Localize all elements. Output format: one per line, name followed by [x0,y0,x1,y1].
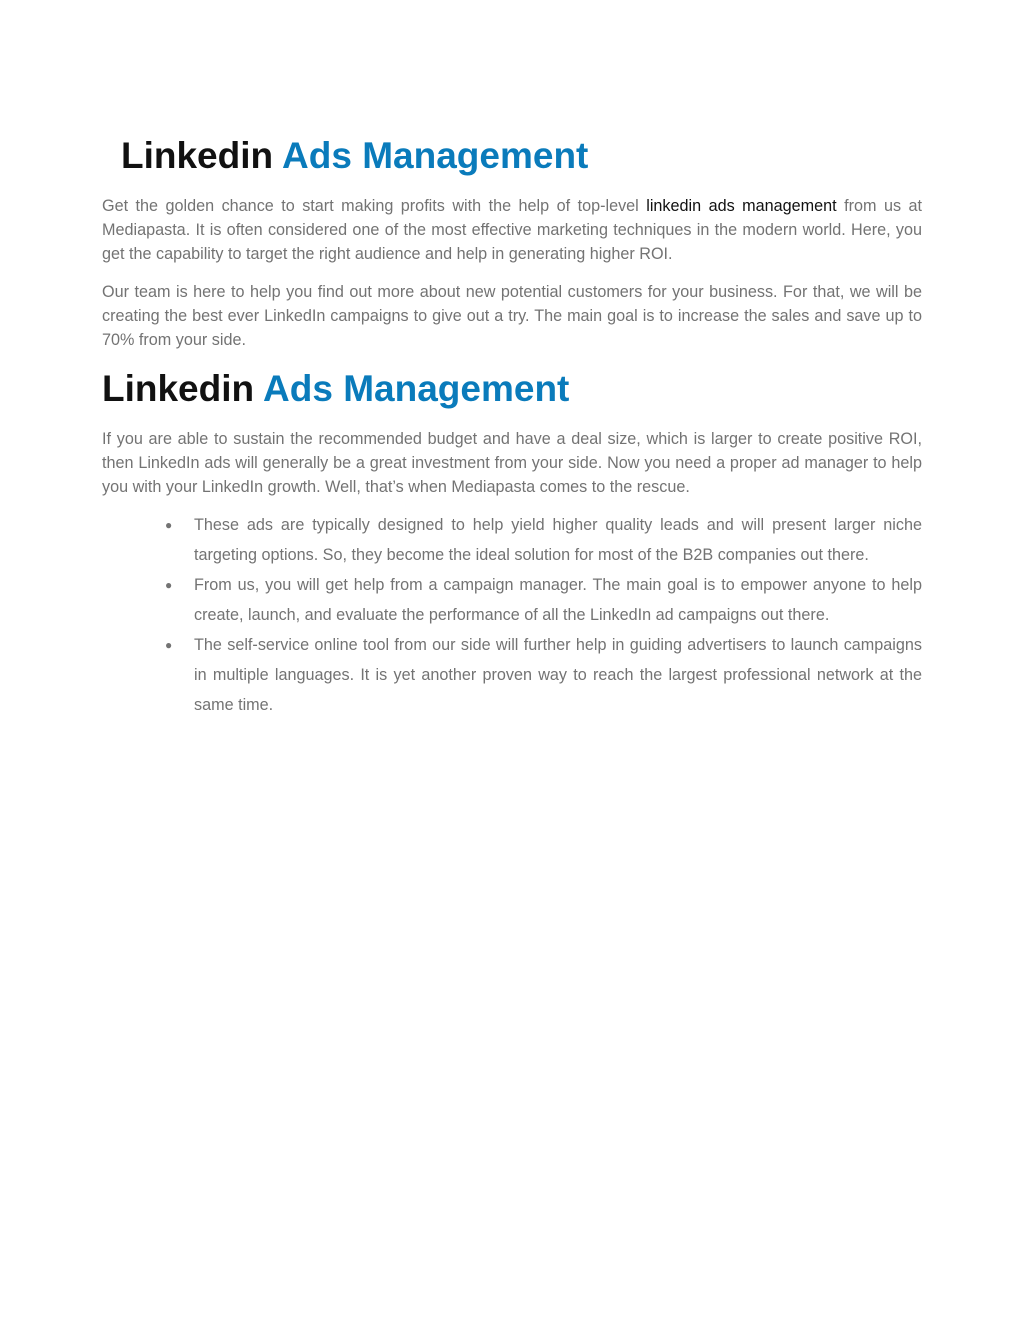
list-item-text: From us, you will get help from a campaign manager. The main goal is to empower anyone to help create, launch, and evaluate the performance of all the LinkedIn ad campaigns out there. [194,576,922,624]
section2-heading-blue: Ads Management [263,368,570,409]
section1-heading [121,134,588,178]
section2-heading [102,367,569,411]
bullet-icon: ● [165,578,173,592]
section1-paragraph-1 [102,194,922,266]
list-item-text: These ads are typically designed to help yield higher quality leads and will present larger niche targeting options. So, they become the ideal solution for most of the B2B companies out there. [194,516,922,564]
section1-paragraph-2: Our team is here to help you find out more about new potential customers for your business. For that, we will be creating the best ever LinkedIn campaigns to give out a try. The main goal is to increase the sales and save up to 70% from your side. [102,283,922,349]
section2-paragraph: If you are able to sustain the recommended budget and have a deal size, which is larger to create positive ROI, then LinkedIn ads will generally be a great investment from your side. Now you need a proper ad manager to help you with your LinkedIn growth. Well, that’s when Mediapasta comes to the rescue. [102,430,922,496]
list-item [102,510,922,570]
bullet-icon: ● [165,518,173,532]
section1-heading-black: Linkedin [121,135,274,176]
bullet-icon: ● [165,638,173,652]
list-item [102,570,922,630]
linkedin-ads-management-link[interactable]: linkedin ads management [646,197,837,215]
para1-text-before: Get the golden chance to start making profits with the help of top-level [102,197,647,215]
section2-heading-black: Linkedin [102,368,255,409]
section1-heading-blue: Ads Management [282,135,589,176]
bullet-list [102,510,922,720]
para1-text-after: from us at Mediapasta. It is often considered one of the most effective marketing techniques in the modern world. Here, you get the capability to target the right audience and help in generating higher ROI. [102,197,922,263]
list-item [102,630,922,720]
list-item-text: The self-service online tool from our side will further help in guiding advertisers to launch campaigns in multiple languages. It is yet another proven way to reach the largest professional network at the same time. [194,636,922,714]
